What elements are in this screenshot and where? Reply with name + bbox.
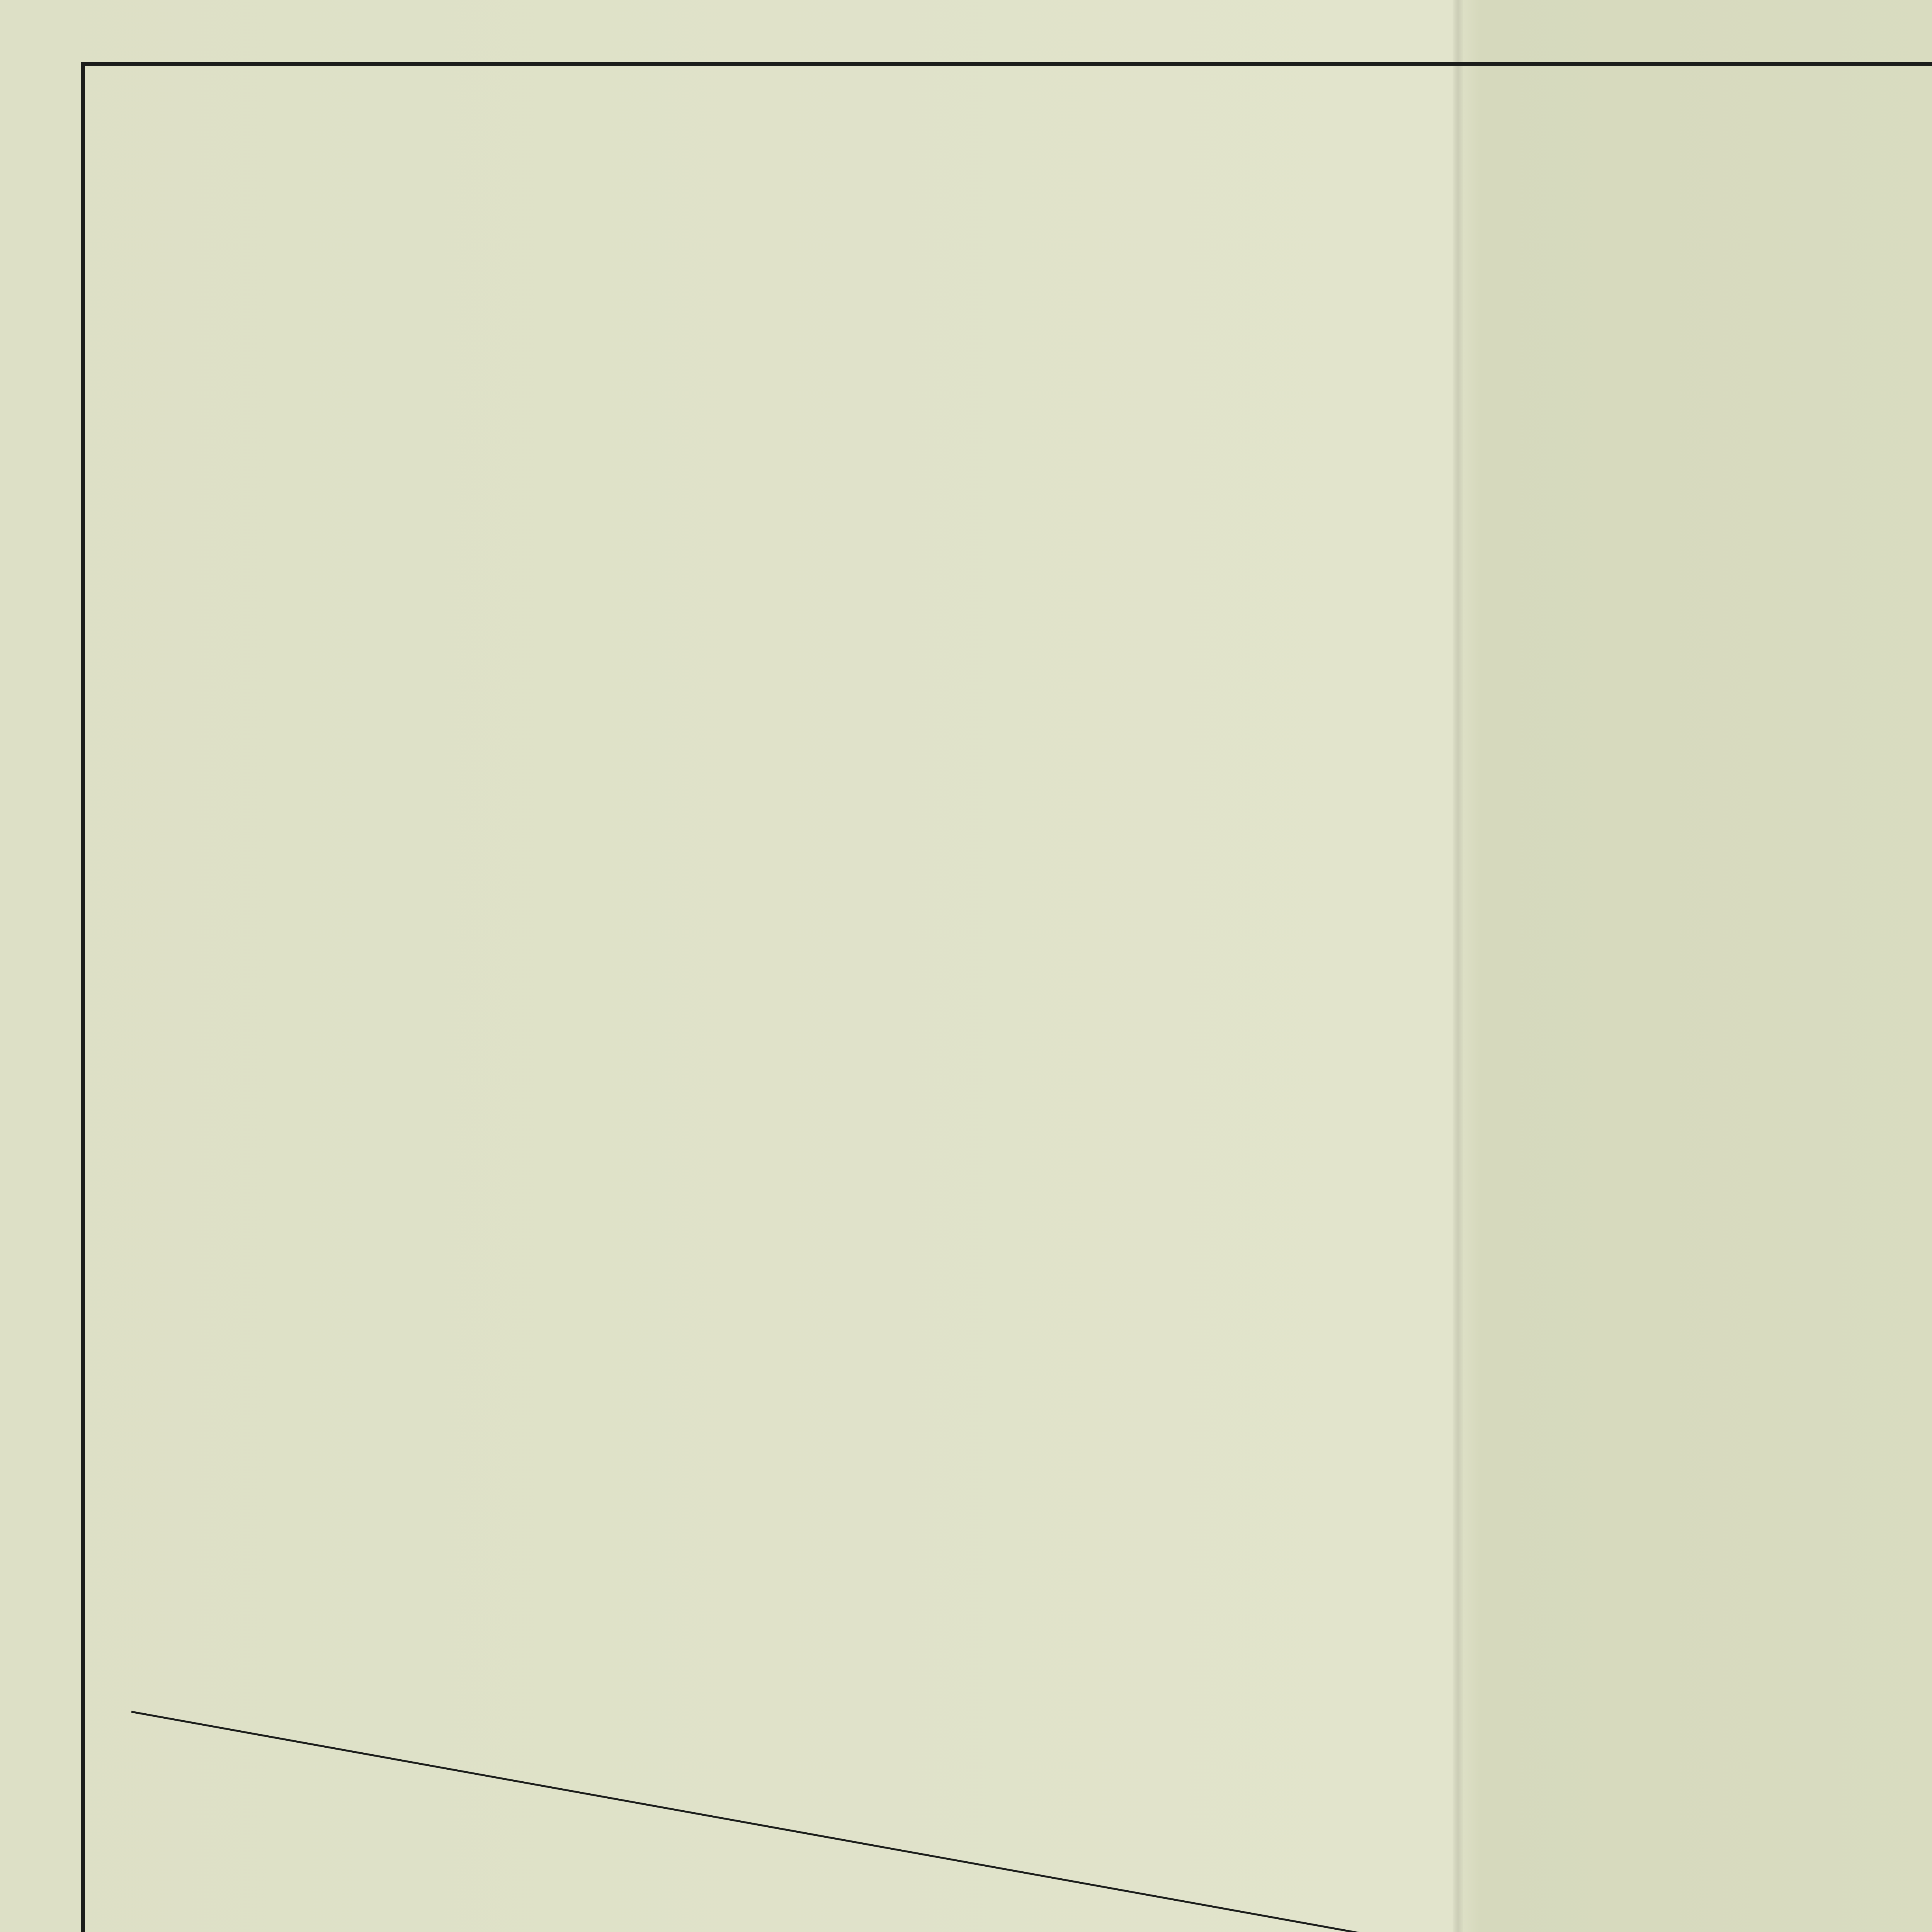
header-marital [835,83,900,334]
header-absence [1640,83,1789,334]
census-table-frame [81,62,1932,1932]
header-born [1059,83,1233,334]
header-name [87,83,527,334]
header-age [769,83,833,334]
header-language [1884,83,1932,334]
header-sex [529,83,583,334]
header-resides [1492,83,1636,334]
header-relation [587,83,767,334]
header-registered [1236,83,1451,334]
header-estate [902,83,1055,334]
header-religion [1793,83,1882,334]
